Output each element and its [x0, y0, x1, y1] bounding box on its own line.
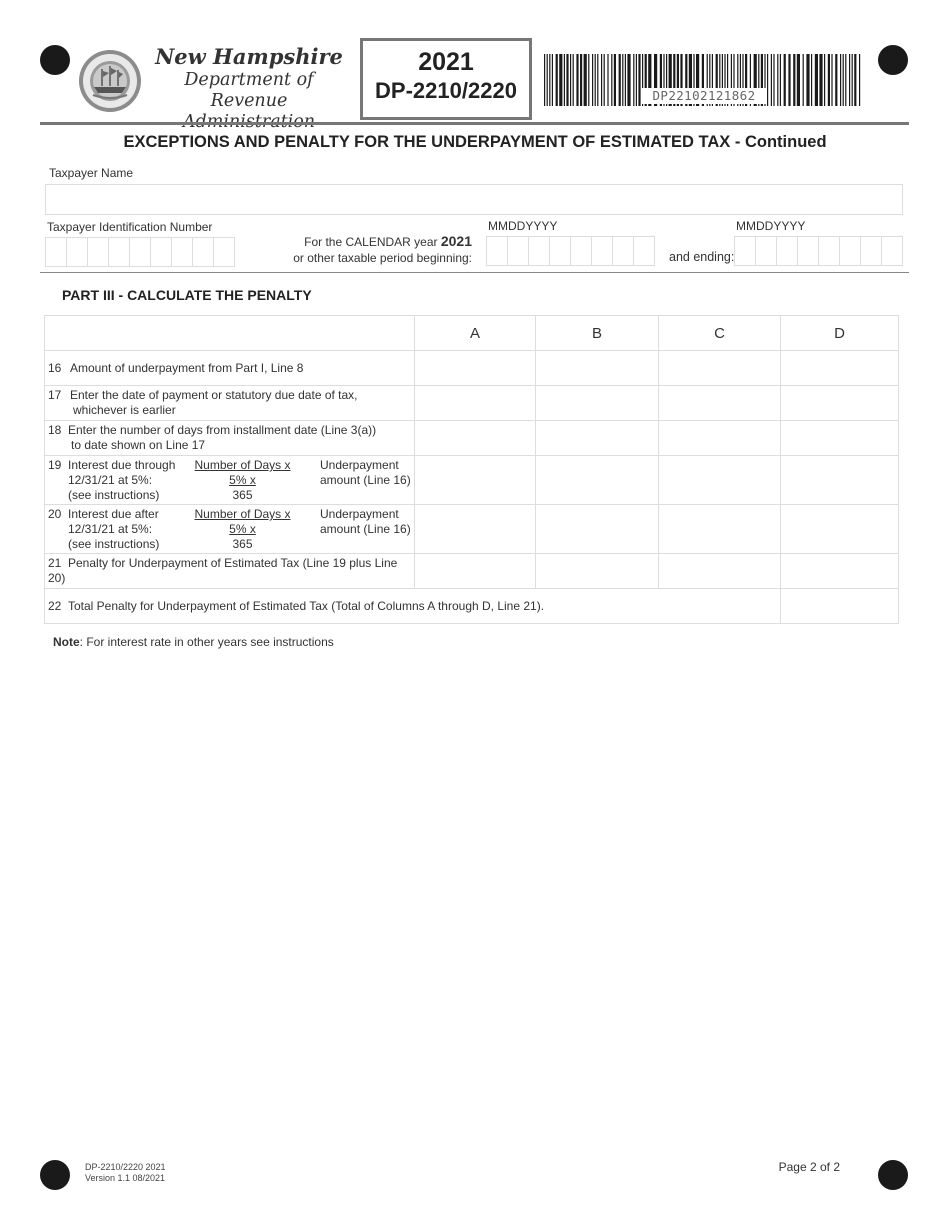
page-number: Page 2 of 2	[778, 1160, 840, 1174]
line-21-label	[45, 554, 415, 589]
barcode-bar	[547, 54, 548, 106]
section-divider	[40, 272, 909, 273]
note	[53, 634, 334, 650]
barcode-bar	[773, 54, 774, 106]
barcode-bar	[835, 54, 837, 106]
barcode-bar	[556, 54, 558, 106]
line-text: Penalty for Underpayment of Estimated Tax (Line 19 plus Line 20)	[48, 556, 398, 585]
line-20-label	[45, 505, 415, 554]
column-header-d: D	[781, 316, 899, 351]
barcode-bar	[777, 54, 778, 106]
barcode-bar	[580, 54, 582, 106]
line-number: 20	[48, 507, 62, 521]
table-row	[45, 589, 899, 624]
line-20-col-c-input[interactable]	[659, 505, 781, 554]
formula-numerator: Number of Days x 5% x	[194, 507, 291, 536]
barcode-bar	[803, 54, 804, 106]
line-text: whichever is earlier	[73, 403, 176, 417]
line-19-col-c-input[interactable]	[659, 456, 781, 505]
line-17-col-d-input[interactable]	[781, 386, 899, 421]
table-row	[45, 554, 899, 589]
barcode-bar	[828, 54, 830, 106]
line-text: 12/31/21 at 5%:	[68, 473, 153, 487]
form-number: DP-2210/2220	[375, 78, 517, 103]
line-20-col-b-input[interactable]	[536, 505, 659, 554]
barcode-number: DP22102121862	[642, 88, 766, 104]
barcode-bar	[604, 54, 605, 106]
line-text: 12/31/21 at 5%:	[68, 522, 153, 536]
state-seal-icon	[78, 49, 142, 113]
department-name	[146, 44, 352, 133]
table-row	[45, 456, 899, 505]
barcode-bar	[811, 54, 812, 106]
end-date-input[interactable]	[734, 236, 903, 266]
footer-form-id: DP-2210/2220 2021	[85, 1162, 166, 1172]
barcode-bar	[840, 54, 841, 106]
table-row	[45, 505, 899, 554]
barcode-bar	[595, 54, 596, 106]
barcode-bar	[592, 54, 593, 106]
line-17-col-b-input[interactable]	[536, 386, 659, 421]
barcode-bar	[619, 54, 621, 106]
formula-term: Underpayment	[320, 458, 399, 472]
end-date-format: MMDDYYYY	[736, 219, 806, 233]
line-21-col-a-input[interactable]	[415, 554, 536, 589]
barcode-bar	[622, 54, 623, 106]
line-16-col-d-input[interactable]	[781, 351, 899, 386]
barcode-bar	[797, 54, 800, 106]
table-header-row	[45, 316, 899, 351]
line-number: 18	[48, 423, 62, 437]
page-title: EXCEPTIONS AND PENALTY FOR THE UNDERPAYMENT OF ESTIMATED TAX - Continued	[123, 133, 827, 151]
barcode-bar	[831, 54, 832, 106]
line-text: Interest due through	[68, 458, 176, 472]
barcode-bar	[614, 54, 616, 106]
registration-mark-icon	[40, 45, 70, 75]
line-16-col-b-input[interactable]	[536, 351, 659, 386]
barcode-bar	[559, 54, 562, 106]
barcode-bar	[636, 54, 637, 106]
formula-denominator: 365	[232, 537, 253, 551]
barcode-bar	[767, 54, 768, 106]
taxpayer-name-label: Taxpayer Name	[49, 166, 134, 180]
barcode-bar	[573, 54, 574, 106]
barcode-bar	[824, 54, 825, 106]
line-text: (see instructions)	[68, 537, 160, 551]
barcode-bar	[843, 54, 844, 106]
part-title: PART III - CALCULATE THE PENALTY	[62, 287, 312, 303]
form-id-box	[360, 38, 532, 120]
line-19-col-b-input[interactable]	[536, 456, 659, 505]
note-text: : For interest rate in other years see instructions	[79, 635, 334, 649]
line-21-col-b-input[interactable]	[536, 554, 659, 589]
line-text: Total Penalty for Underpayment of Estimated Tax (Total of Columns A through D, Line 21).	[68, 598, 545, 613]
footer-form-info	[85, 1162, 166, 1184]
barcode-bar	[584, 54, 587, 106]
line-number: 19	[48, 458, 62, 472]
barcode-bar	[544, 54, 545, 106]
barcode-bar	[607, 54, 608, 106]
barcode-bar	[597, 54, 598, 106]
line-18-label	[45, 421, 415, 456]
barcode-bar	[566, 54, 568, 106]
dept-state: New Hampshire	[155, 44, 343, 69]
barcode-bar	[793, 54, 795, 106]
line-19-label	[45, 456, 415, 505]
barcode-bar	[611, 54, 612, 106]
footer-version: Version 1.1 08/2021	[85, 1173, 166, 1183]
line-number: 22	[48, 598, 62, 613]
period-text: or other taxable period beginning:	[293, 251, 472, 265]
calendar-year: 2021	[440, 233, 472, 249]
line-number: 17	[48, 388, 62, 402]
formula-numerator: Number of Days x 5% x	[194, 458, 291, 487]
tin-input[interactable]	[45, 237, 235, 267]
line-19-col-d-input[interactable]	[781, 456, 899, 505]
line-17-label	[45, 386, 415, 421]
dept-line: Revenue	[210, 91, 288, 111]
barcode-bar	[625, 54, 626, 106]
barcode-bar	[570, 54, 571, 106]
barcode-bar	[815, 54, 818, 106]
line-text: Enter the number of days from installment date (Line 3(a))	[68, 423, 377, 437]
line-text: Interest due after	[68, 507, 159, 521]
barcode-bar	[633, 54, 634, 106]
note-label: Note	[53, 635, 80, 649]
line-number: 16	[48, 360, 62, 375]
line-text: Amount of underpayment from Part I, Line 8	[70, 360, 304, 375]
formula-term: amount (Line 16)	[320, 522, 411, 536]
barcode-bar	[852, 54, 853, 106]
barcode-bar	[819, 54, 822, 106]
formula-denominator: 365	[232, 488, 253, 502]
column-header-c: C	[659, 316, 781, 351]
formula-term: Underpayment	[320, 507, 399, 521]
table-row	[45, 421, 899, 456]
begin-date-format: MMDDYYYY	[488, 219, 558, 233]
line-22-label	[45, 589, 781, 624]
line-text: Enter the date of payment or statutory due date of tax,	[70, 388, 358, 402]
column-header-b: B	[536, 316, 659, 351]
begin-date-input[interactable]	[486, 236, 655, 266]
line-21-col-d-input[interactable]	[781, 554, 899, 589]
line-18-col-a-input[interactable]	[415, 421, 536, 456]
registration-mark-icon	[878, 45, 908, 75]
line-19-col-a-input[interactable]	[415, 456, 536, 505]
barcode-bar	[845, 54, 846, 106]
line-20-col-a-input[interactable]	[415, 505, 536, 554]
line-number: 21	[48, 556, 62, 570]
barcode-bar	[601, 54, 602, 106]
line-16-col-a-input[interactable]	[415, 351, 536, 386]
dept-line: Department of	[184, 70, 314, 90]
formula-term: amount (Line 16)	[320, 473, 411, 487]
barcode-bar	[576, 54, 578, 106]
barcode-bar	[806, 54, 809, 106]
header-divider	[40, 122, 909, 125]
barcode-bar	[771, 54, 772, 106]
table-row	[45, 351, 899, 386]
barcode-bar	[627, 54, 630, 106]
penalty-table	[44, 315, 899, 624]
line-20-col-d-input[interactable]	[781, 505, 899, 554]
barcode-bar	[859, 54, 860, 106]
line-21-col-c-input[interactable]	[659, 554, 781, 589]
line-text: (see instructions)	[68, 488, 160, 502]
form-year: 2021	[418, 48, 474, 76]
line-18-col-b-input[interactable]	[536, 421, 659, 456]
ending-label: and ending:	[669, 250, 735, 264]
barcode-bar	[784, 54, 786, 106]
barcode-bar	[564, 54, 565, 106]
registration-mark-icon	[878, 1160, 908, 1190]
barcode-bar	[849, 54, 850, 106]
line-18-col-d-input[interactable]	[781, 421, 899, 456]
line-17-col-a-input[interactable]	[415, 386, 536, 421]
barcode-bar	[638, 54, 640, 106]
registration-mark-icon	[40, 1160, 70, 1190]
barcode-bar	[788, 54, 790, 106]
line-16-col-c-input[interactable]	[659, 351, 781, 386]
barcode-bar	[780, 54, 781, 106]
table-row	[45, 386, 899, 421]
taxpayer-name-input[interactable]	[45, 184, 903, 215]
line-text: to date shown on Line 17	[71, 438, 206, 452]
calendar-year-text	[262, 233, 472, 266]
calendar-text: For the CALENDAR year	[304, 235, 441, 249]
barcode-bar	[552, 54, 553, 106]
line-17-col-c-input[interactable]	[659, 386, 781, 421]
barcode-bar	[588, 54, 589, 106]
line-22-total-input[interactable]	[781, 589, 899, 624]
barcode-bar	[854, 54, 856, 106]
barcode-bar	[549, 54, 550, 106]
line-16-label	[45, 351, 415, 386]
tin-label: Taxpayer Identification Number	[47, 220, 213, 234]
column-header-a: A	[415, 316, 536, 351]
line-18-col-c-input[interactable]	[659, 421, 781, 456]
table-header-blank	[45, 316, 415, 351]
